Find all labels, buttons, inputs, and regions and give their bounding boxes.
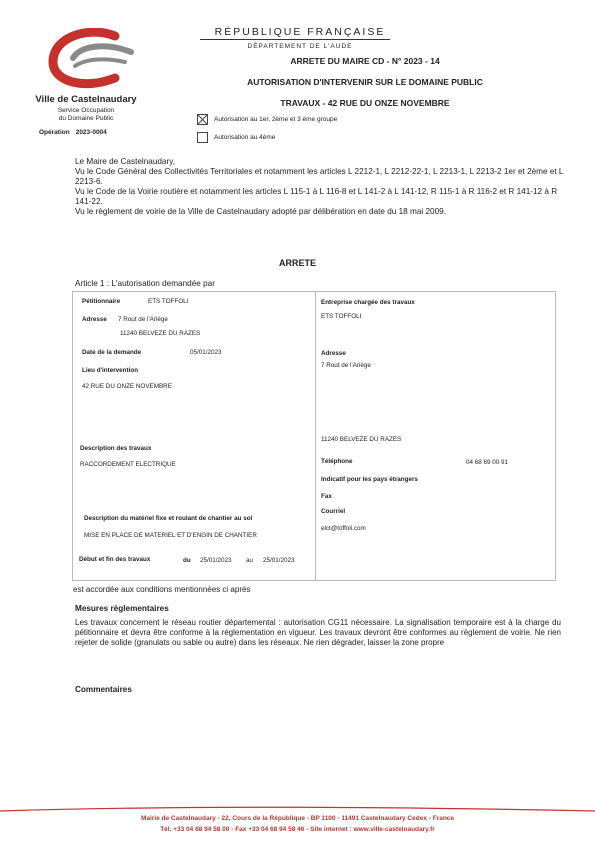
courriel-value: elct@toffoli.com [321, 525, 366, 532]
fax-label: Fax [321, 493, 332, 500]
adresse-line2: 11240 BELVEZE DU RAZES [120, 330, 201, 337]
ent-adresse-line1: 7 Rout de l'Ariège [321, 362, 371, 369]
entreprise-label: Entreprise chargée des travaux [321, 299, 415, 306]
footer-contact: Tél. +33 04 68 94 58 00 - Fax +33 04 68 94 58 46 - Site internet : www.ville-castelnaudary.fr [160, 826, 435, 833]
service-line-1: Service Occupation [57, 107, 115, 114]
preamble-line: Vu le Code de la Voirie routière et notamment les articles L 115-1 à L 116-8 et L 141-2 à L 141-12, R 115-1 à R 116-2 et R 141-12 à R 141-22. [75, 187, 558, 206]
option-group-4-checkbox[interactable] [197, 132, 208, 143]
lieu-label: Lieu d'intervention [82, 367, 139, 374]
option-groups-123-label: Autorisation au 1er, 2ème et 3 ème groupe [214, 116, 338, 123]
preamble-line: Vu le Code Général des Collectivités Territoriales et notamment les articles L 2212-1, L 2212-22-1, L 2213-1, L 2213-2 1er et 2ème et L 2213-6. [75, 167, 564, 186]
date-demande-label: Date de la demande [82, 349, 142, 356]
preamble-line: Vu le règlement de voirie de la Ville de Castelnaudary adopté par délibération en date du 18 mai 2009. [75, 207, 446, 216]
du-label: du [183, 557, 191, 564]
mesures-heading: Mesures règlementaires [75, 604, 169, 613]
travaux-title: TRAVAUX - 42 RUE DU ONZE NOVEMBRE [280, 98, 450, 108]
city-name: Ville de Castelnaudary [35, 94, 137, 105]
republique-heading: RÉPUBLIQUE FRANÇAISE [214, 26, 386, 38]
preamble-line: Le Maire de Castelnaudary, [75, 157, 175, 166]
arrete-reference: ARRETE DU MAIRE CD - N° 2023 - 14 [290, 56, 440, 66]
periode-label: Début et fin des travaux [79, 556, 151, 563]
adresse-label: Adresse [82, 316, 107, 323]
materiel-value: MISE EN PLACE DE MATERIEL ET D'ENGIN DE CHANTIER [84, 532, 257, 539]
accordee-text: est accordée aux conditions mentionnées ci après [73, 585, 251, 594]
entreprise-value: ETS TOFFOLI [321, 313, 362, 320]
date-demande-value: 05/01/2023 [190, 349, 222, 356]
arrete-heading: ARRETE [278, 258, 316, 268]
option-group-4-label: Autorisation au 4ème [214, 134, 276, 141]
petitionnaire-label: Pétitionnaire [82, 298, 121, 305]
legal-preamble [75, 157, 565, 217]
ent-adresse-label: Adresse [321, 350, 346, 357]
ent-cp-ville: 11240 BELVEZE DU RAZES [321, 436, 402, 443]
description-label: Description des travaux [80, 445, 152, 452]
commentaires-heading: Commentaires [75, 685, 132, 694]
article-1: Article 1 : L'autorisation demandée par [75, 279, 215, 288]
telephone-value: 04 68 69 00 91 [466, 459, 509, 466]
service-name [30, 107, 142, 123]
operation-label: Opération [39, 129, 70, 136]
materiel-label: Description du matériel fixe et roulant de chantier au sol [84, 515, 253, 522]
lieu-value: 42 RUE DU ONZE NOVEMBRE [82, 383, 172, 390]
footer-band [0, 805, 595, 842]
courriel-label: Courriel [321, 508, 346, 515]
city-logo [45, 28, 140, 90]
operation-number [39, 129, 107, 136]
option-groups-123-checkbox[interactable] [197, 114, 208, 125]
document-title: AUTORISATION D'INTERVENIR SUR LE DOMAINE PUBLIC [247, 77, 483, 87]
au-label: au [246, 557, 254, 564]
date-debut-value: 25/01/2023 [200, 557, 232, 564]
departement-heading: DÉPARTEMENT DE L'AUDE [247, 43, 353, 50]
operation-value: 2023-0004 [75, 129, 107, 136]
description-value: RACCORDEMENT ELECTRIQUE [80, 461, 176, 468]
petitionnaire-value: ETS TOFFOLI [148, 298, 189, 305]
indicatif-label: Indicatif pour les pays étrangers [321, 476, 418, 483]
box-divider [315, 291, 316, 581]
service-line-2: du Domaine Public [58, 115, 114, 122]
telephone-label: Téléphone [321, 458, 353, 465]
adresse-line1: 7 Rout de l'Ariège [118, 316, 168, 323]
date-fin-value: 25/01/2023 [263, 557, 295, 564]
mesures-text: Les travaux concernent le réseau routier départemental : autorisation CG11 nécessaire. La signalisation temporaire est à la charge du pétitionnaire et devra être conforme à la réglementation en vigueur. Les travaux devront être conformes au règlement de voirie. Ne rien rejeter de solide (granulats ou sable ou autre) dans les réseaux. Ne rien dégrader, laisser la zone propre [75, 618, 561, 647]
header-divider [200, 39, 390, 40]
footer-address: Mairie de Castelnaudary - 22, Cours de la République - BP 1100 - 11491 Castelnaudary Cedex - France [140, 815, 455, 822]
